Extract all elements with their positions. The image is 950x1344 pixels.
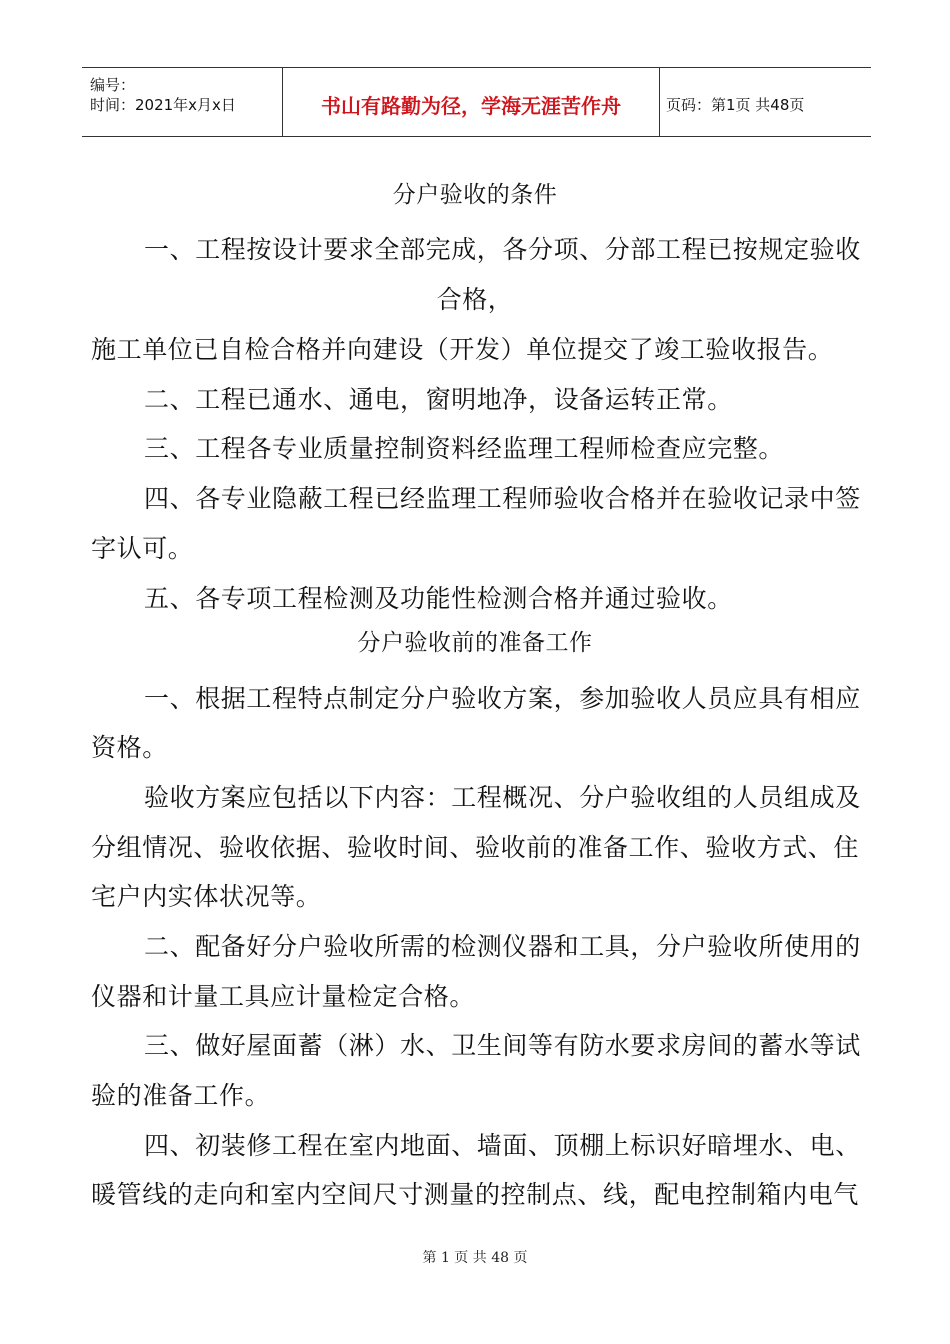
paragraph-line: 三、工程各专业质量控制资料经监理工程师检查应完整。: [144, 434, 785, 463]
paragraph-line: 合格，: [436, 285, 514, 314]
section-title-preparation: 分户验收前的准备工作: [357, 630, 593, 656]
paragraph-line: 验的准备工作。: [91, 1081, 271, 1110]
paragraph-line: 三、做好屋面蓄（淋）水、卫生间等有防水要求房间的蓄水等试: [144, 1031, 861, 1060]
paragraph-line: 资格。: [91, 733, 168, 762]
paragraph-line: 二、工程已通水、通电，窗明地净，设备运转正常。: [144, 385, 733, 414]
document-number-label: 编号：: [90, 76, 136, 94]
header-motto-cell: [283, 68, 660, 136]
page-footer: 第 1 页 共 48 页: [422, 1250, 528, 1266]
paragraph-line: 四、各专业隐蔽工程已经监理工程师验收合格并在验收记录中签: [144, 484, 861, 513]
paragraph-line: 宅户内实体状况等。: [91, 882, 322, 911]
header-page-label: 页码：第1页 共48页: [666, 96, 805, 114]
paragraph-line: 暖管线的走向和室内空间尺寸测量的控制点、线，配电控制箱内电气: [91, 1180, 860, 1209]
header-motto: 书山有路勤为径，学海无涯苦作舟: [321, 94, 621, 118]
paragraph-line: 施工单位已自检合格并向建设（开发）单位提交了竣工验收报告。: [91, 335, 834, 364]
paragraph-line: 一、工程按设计要求全部完成，各分项、分部工程已按规定验收: [144, 235, 861, 264]
paragraph-line: 一、根据工程特点制定分户验收方案，参加验收人员应具有相应: [144, 684, 861, 713]
paragraph-line: 四、初装修工程在室内地面、墙面、顶棚上标识好暗埋水、电、: [144, 1131, 861, 1160]
header-left-cell: [82, 68, 283, 136]
document-header: [82, 67, 871, 137]
paragraph-line: 二、配备好分户验收所需的检测仪器和工具，分户验收所使用的: [144, 932, 861, 961]
paragraph-line: 分组情况、验收依据、验收时间、验收前的准备工作、验收方式、住: [91, 833, 860, 862]
paragraph-line: 仪器和计量工具应计量检定合格。: [91, 982, 476, 1011]
header-page-cell: [660, 68, 871, 136]
section-title-conditions: 分户验收的条件: [392, 182, 558, 208]
paragraph-line: 字认可。: [91, 534, 194, 563]
document-time-label: 时间：2021年x月x日: [90, 96, 236, 114]
paragraph-line: 验收方案应包括以下内容：工程概况、分户验收组的人员组成及: [144, 783, 861, 812]
paragraph-line: 五、各专项工程检测及功能性检测合格并通过验收。: [144, 584, 733, 613]
